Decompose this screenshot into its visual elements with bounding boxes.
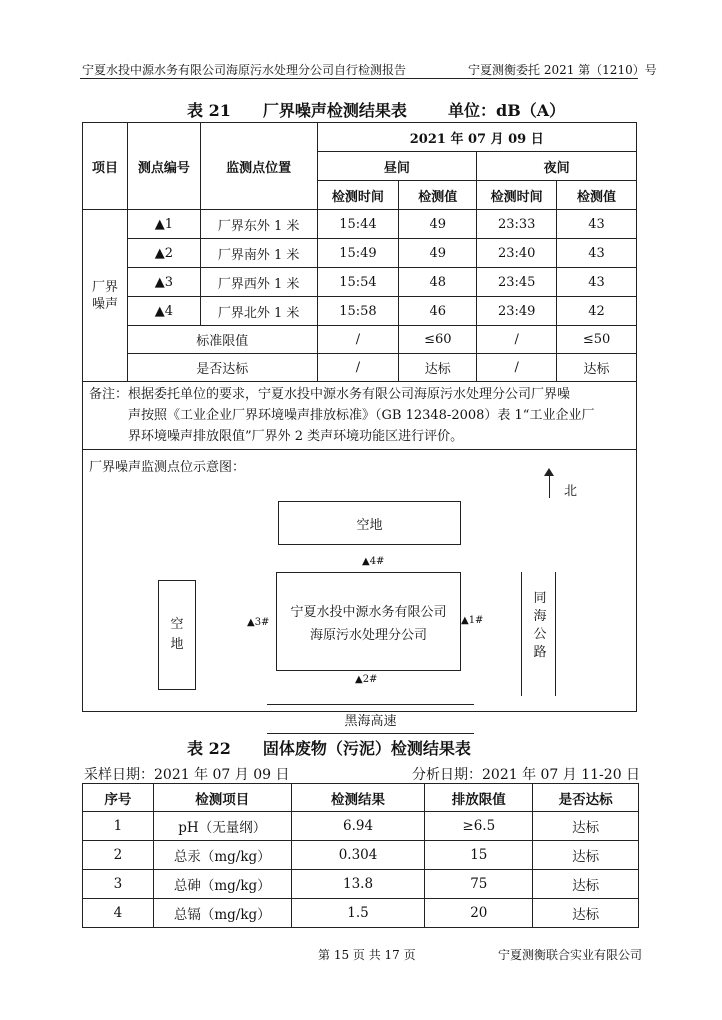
table21-title: 表 21 厂界噪声检测结果表	[187, 101, 407, 120]
highway-label: 黑海高速	[344, 714, 397, 729]
sludge-row2-limit: 15	[425, 841, 533, 870]
head-day-time: 检测时间	[317, 181, 399, 210]
head-night: 夜间	[477, 152, 637, 181]
note-line-3: 界环境噪声排放限值”厂界外 2 类声环境功能区进行评价。	[89, 429, 464, 444]
row1-day-value: 49	[399, 210, 477, 239]
limit-day-time: /	[317, 326, 399, 354]
row4-loc: 厂界北外 1 米	[200, 297, 317, 326]
sludge-row2-compliance: 达标	[533, 841, 639, 870]
sludge-row3-limit: 75	[425, 870, 533, 899]
compliance-label: 是否达标	[127, 354, 317, 382]
sludge-row2-result: 0.304	[291, 841, 425, 870]
sludge-row4-result: 1.5	[291, 899, 425, 928]
row3-night-time: 23:45	[477, 268, 557, 297]
top-open-area	[278, 501, 461, 545]
left-open-area	[158, 580, 196, 690]
row4-day-time: 15:58	[317, 297, 399, 326]
sludge-head-item: 检测项目	[153, 784, 291, 812]
note-cell	[83, 382, 637, 450]
point-4-marker: ▲4#	[362, 556, 385, 567]
point-2-marker: ▲2#	[355, 674, 378, 685]
limit-day-value: ≤60	[399, 326, 477, 354]
head-day: 昼间	[317, 152, 477, 181]
row4-day-value: 46	[399, 297, 477, 326]
sludge-row1-no: 1	[83, 812, 154, 841]
row4-no: ▲4	[127, 297, 200, 326]
point-3-marker: ▲3#	[247, 617, 270, 628]
highway-bottom-edge	[267, 733, 474, 734]
sludge-head-limit: 排放限值	[425, 784, 533, 812]
row1-no: ▲1	[127, 210, 200, 239]
north-arrow-head-icon	[544, 468, 554, 476]
row3-day-time: 15:54	[317, 268, 399, 297]
compliance-day-time: /	[317, 354, 399, 382]
north-arrow-icon	[549, 474, 550, 498]
limit-night-time: /	[477, 326, 557, 354]
head-day-value: 检测值	[399, 181, 477, 210]
head-date: 2021 年 07 月 09 日	[317, 123, 637, 152]
compliance-night-time: /	[477, 354, 557, 382]
noise-table	[82, 122, 637, 729]
sludge-row1-compliance: 达标	[533, 812, 639, 841]
diagram-title: 厂界噪声监测点位示意图：	[89, 460, 246, 475]
sludge-head-compliance: 是否达标	[533, 784, 639, 812]
table21-unit: 单位：dB（A）	[448, 101, 566, 120]
row1-day-time: 15:44	[317, 210, 399, 239]
header-left: 宁夏水投中源水务有限公司海原污水处理分公司自行检测报告	[82, 63, 407, 77]
header-right: 宁夏测衡委托 2021 第（1210）号	[468, 63, 657, 77]
top-open-area-label: 空地	[356, 517, 383, 533]
sludge-row4-item: 总镉（mg/kg）	[153, 899, 291, 928]
sludge-row4-compliance: 达标	[533, 899, 639, 928]
table22-title: 表 22 固体废物（污泥）检测结果表	[187, 739, 471, 758]
row2-loc: 厂界南外 1 米	[200, 239, 317, 268]
row2-night-time: 23:40	[477, 239, 557, 268]
plant-name-line2: 海原污水处理分公司	[309, 627, 427, 643]
head-point-no: 测点编号	[127, 123, 200, 210]
row2-day-time: 15:49	[317, 239, 399, 268]
row3-night-value: 43	[557, 268, 637, 297]
sludge-row1-limit: ≥6.5	[425, 812, 533, 841]
row2-no: ▲2	[127, 239, 200, 268]
row4-night-time: 23:49	[477, 297, 557, 326]
road-label: 同 海 公 路	[533, 591, 547, 660]
left-open-area-label: 空 地	[170, 617, 184, 652]
row2-night-value: 43	[557, 239, 637, 268]
row1-loc: 厂界东外 1 米	[200, 210, 317, 239]
sludge-row1-result: 6.94	[291, 812, 425, 841]
category-label: 厂界噪声	[91, 279, 118, 312]
head-item: 项目	[83, 123, 128, 210]
row2-day-value: 49	[399, 239, 477, 268]
sludge-head-no: 序号	[83, 784, 154, 812]
sludge-row3-compliance: 达标	[533, 870, 639, 899]
row1-night-time: 23:33	[477, 210, 557, 239]
limit-night-value: ≤50	[557, 326, 637, 354]
row1-night-value: 43	[557, 210, 637, 239]
note-line-2: 声按照《工业企业厂界环境噪声排放标准》（GB 12348-2008）表 1“工业企业厂	[89, 408, 595, 423]
diagram-cell	[83, 450, 637, 729]
sludge-row3-no: 3	[83, 870, 154, 899]
footer-page: 第 15 页 共 17 页	[318, 948, 416, 962]
head-night-time: 检测时间	[477, 181, 557, 210]
head-location: 监测点位置	[200, 123, 317, 210]
row3-day-value: 48	[399, 268, 477, 297]
sludge-row2-item: 总汞（mg/kg）	[153, 841, 291, 870]
row4-night-value: 42	[557, 297, 637, 326]
compliance-night-value: 达标	[557, 354, 637, 382]
road-left-edge	[521, 572, 522, 696]
sludge-row3-item: 总砷（mg/kg）	[153, 870, 291, 899]
row3-loc: 厂界西外 1 米	[200, 268, 317, 297]
sludge-row3-result: 13.8	[291, 870, 425, 899]
plant-building	[276, 572, 461, 671]
header-rule	[80, 78, 638, 79]
highway-top-edge	[267, 704, 474, 705]
north-label: 北	[564, 484, 578, 499]
sludge-row4-limit: 20	[425, 899, 533, 928]
note-line-1: 备注：根据委托单位的要求，宁夏水投中源水务有限公司海原污水处理分公司厂界噪	[89, 387, 571, 402]
footer-company: 宁夏测衡联合实业有限公司	[498, 948, 643, 962]
sludge-row2-no: 2	[83, 841, 154, 870]
plant-name-line1: 宁夏水投中源水务有限公司	[290, 604, 447, 620]
point-1-marker: ▲1#	[461, 615, 484, 626]
row3-no: ▲3	[127, 268, 200, 297]
road-right-edge	[555, 572, 556, 696]
sludge-row4-no: 4	[83, 899, 154, 928]
sludge-head-result: 检测结果	[291, 784, 425, 812]
sludge-table	[82, 783, 639, 928]
compliance-day-value: 达标	[399, 354, 477, 382]
category-cell	[83, 210, 128, 382]
head-night-value: 检测值	[557, 181, 637, 210]
sampling-date: 采样日期：2021 年 07 月 09 日	[84, 767, 290, 783]
limit-label: 标准限值	[127, 326, 317, 354]
analysis-date: 分析日期：2021 年 07 月 11-20 日	[412, 767, 641, 783]
sludge-row1-item: pH（无量纲）	[153, 812, 291, 841]
